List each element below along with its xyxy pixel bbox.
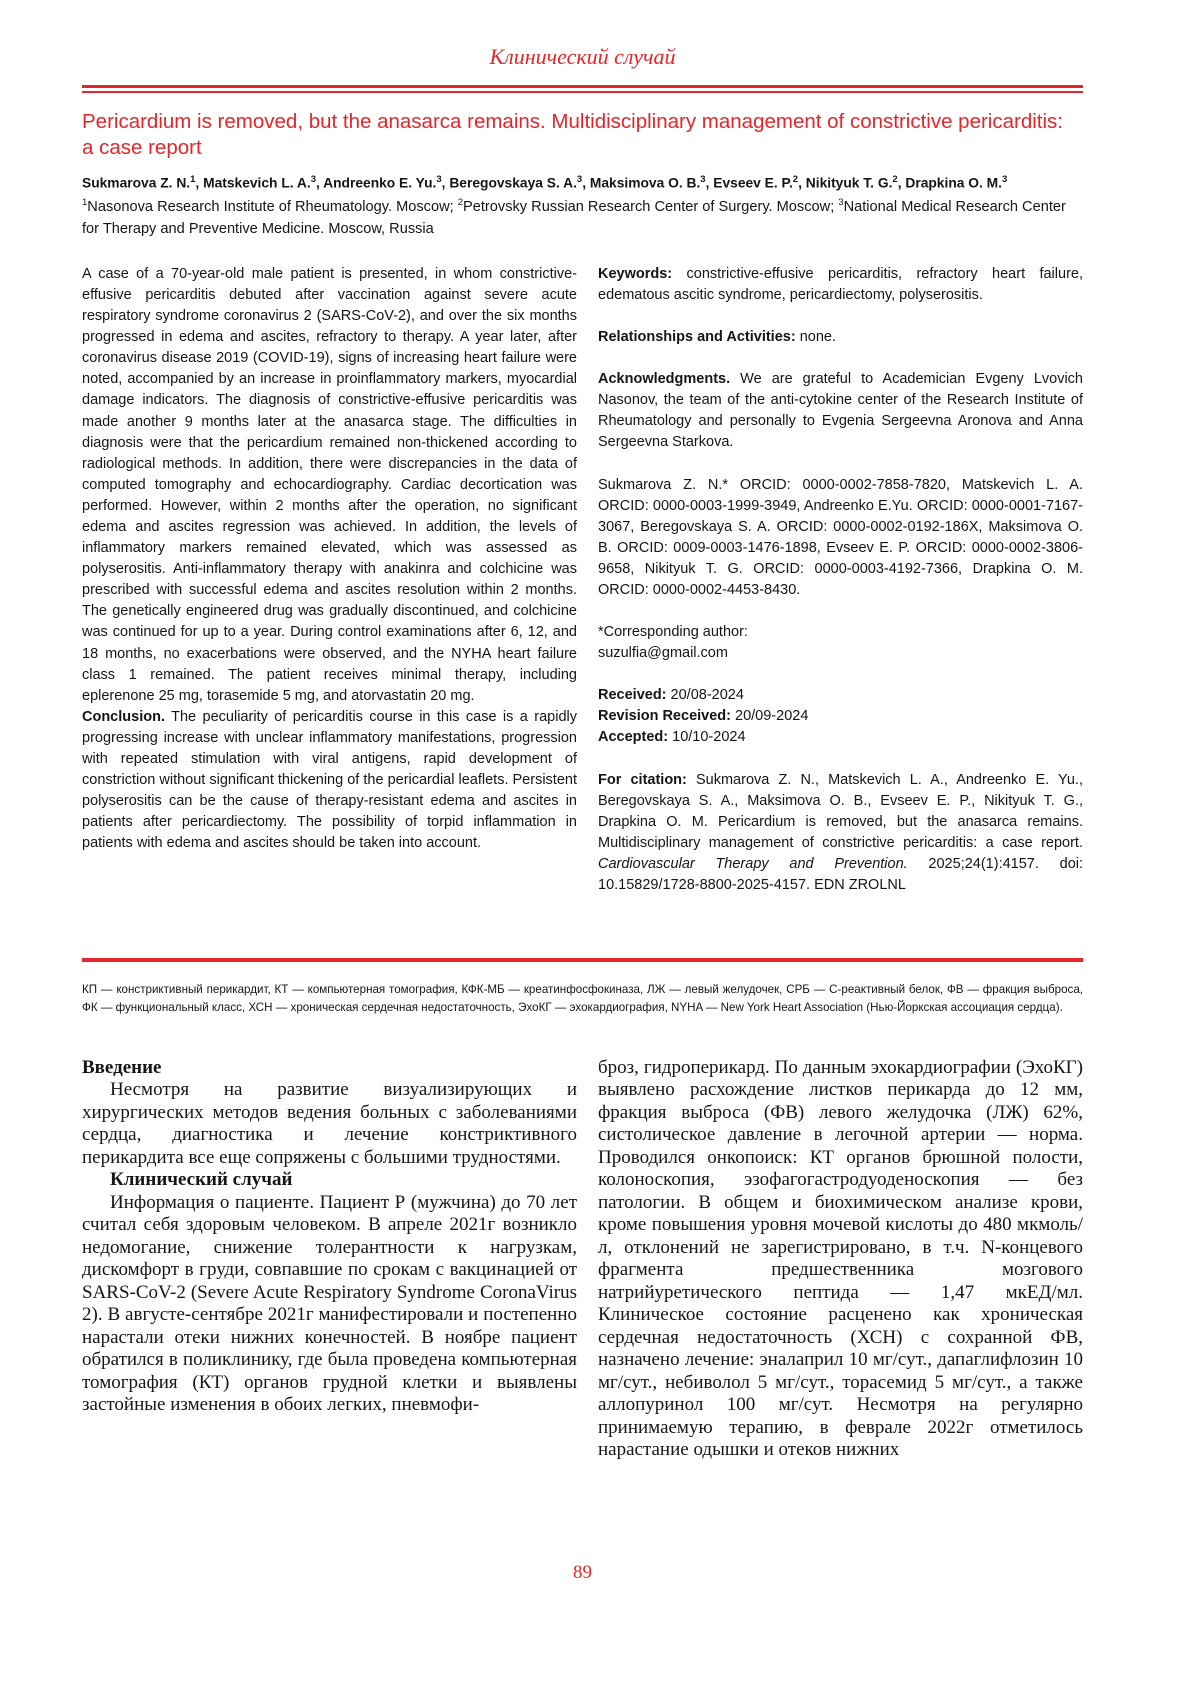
header-double-rule [82,85,1083,93]
introduction-heading: Введение [82,1056,162,1078]
keywords-paragraph [598,264,1083,306]
running-title: Клинический случай [489,44,676,69]
citation-doi-text: 2025;24(1):4157. doi: 10.15829/1728-8800-2025-4157. EDN ZROLNL [598,855,1084,894]
case-paragraph-right: броз, гидроперикард. По данным эхокардиографии (ЭхоКГ) выявлено расхождение листков перикарда до 12 мм, фракция выброса (ФВ) левого желудочка (ЛЖ) 62%, систолическое давление в легочной артерии — норма. Проводился онкопоиск: КТ органов брюшной полости, колоноскопия, эзофагогастродуоденоскопия — без патологии. В общем и биохимическом анализе крови, кроме повышения уровня мочевой кислоты до 480 мкмоль/л, отклонений не зарегистрировано, в т.ч. N-концевого фрагмента предшественника мозгового натрийуретического пептида — 1,47 мкЕД/мл. Клиническое состояние расценено как хроническая сердечная недостаточность (ХСН) с сохранной ФВ, назначено лечение: эналаприл 10 мг/сут., дапаглифлозин 10 мг/сут., небиволол 5 мг/сут., торасемид 5 мг/сут., а также аллопуринол 100 мг/сут. Несмотря на регулярно принимаемую терапию, в феврале 2022г отметилось нарастание одышки и отеков нижних [598,1056,1083,1461]
article-title: Pericardium is removed, but the anasarca remains. Multidisciplinary management of constrictive pericarditis: a case report [82,110,1063,159]
body-left-column [82,1057,577,1462]
dates-block [598,685,1083,748]
orcid-paragraph: Sukmarova Z. N.* ORCID: 0000-0002-7858-7820, Matskevich L. A. ORCID: 0000-0003-1999-3949, Andreenko E.Yu. ORCID: 0000-0001-7167-3067, Beregovskaya S. A. ORCID: 0000-0002-0192-186X, Maksimova O. B. ORCID: 0009-0003-1476-1898, Evseev E. P. ORCID: 0000-0002-3806-9658, Nikityuk T. G. ORCID: 0000-0003-4192-7366, Drapkina O. M. ORCID: 0000-0002-4453-8430. [598,476,1083,599]
keywords-text: constrictive-effusive pericarditis, refractory heart failure, edematous ascitic syndrome, pericardiectomy, polyserositis. [598,265,1083,303]
article-body [82,1057,1083,1462]
introduction-paragraph: Несмотря на развитие визуализирующих и хирургических методов ведения больных с заболеваниями сердца, диагностика и лечение констриктивного перикардита все еще сопряжены с большими трудностями. [82,1079,577,1168]
revision-received-row [598,706,1083,727]
relationships-text: none. [795,329,836,346]
revision-received-label: Revision Received: [598,708,731,725]
acknowledgments-text: We are grateful to Academician Evgeny Lvovich Nasonov, the team of the anti-cytokine center of the Research Institute of Rheumatology and personally to Evgenia Sergeevna Aronova and Anna Sergeevna Starkova. [598,371,1083,451]
conclusion-text: The peculiarity of pericarditis course in this case is a rapidly progressing increase with unclear inflammatory manifestations, progression with repeated stimulation with viral antigens, rapid development of constriction without significant thickening of the pericardial leaflets. Persistent polyserositis can be the cause of therapy-resistant edema and ascites in patients after pericardiectomy. The possibility of torpid inflammation in patients with edema and ascites should be taken into account. [82,708,577,852]
case-paragraph-left: Информация о пациенте. Пациент Р (мужчина) до 70 лет считал себя здоровым человеком. В апреле 2021г возникло недомогание, снижение толерантности к нагрузкам, дискомфорт в груди, совпавшие по срокам с вакцинацией от SARS-CoV-2 (Severe Acute Respiratory Syndrome CoronaVirus 2). В августе-сентябре 2021г манифестировали и постепенно нарастали отеки нижних конечностей. В ноябре пациент обратился в поликлинику, где была проведена компьютерная томография (КТ) органов грудной клетки и выявлены застойные изменения в обоих легких, пневмофи- [82,1191,577,1416]
citation-journal-name: Cardiovascular Therapy and Prevention. [598,855,908,872]
citation-paragraph [598,770,1083,897]
abstract-meta-column [598,264,1083,896]
authors-line: Sukmarova Z. N.$^1$, Matskevich L. A.$^3$, Andreenko E. Yu.$^3$, Beregovskaya S. A.$^3$, Maksimova O. B.$^3$, Evseev E. P.$^2$, Nikityuk T. G.$^2$, Drapkina O. M.$^3$ [82,173,1008,191]
acknowledgments-label: Acknowledgments. [598,371,731,388]
abbreviations-rule [82,958,1083,962]
corresponding-author-label: *Corresponding author: [598,624,748,641]
received-row [598,685,1083,706]
keywords-label: Keywords: [598,265,673,282]
corresponding-author-email: suzulfia@gmail.com [598,645,728,662]
body-right-column [598,1057,1083,1462]
corresponding-author-block [598,622,1083,664]
relationships-label: Relationships and Activities: [598,329,796,346]
accepted-label: Accepted: [598,729,669,746]
received-label: Received: [598,687,667,704]
clinical-case-heading: Клинический случай [110,1169,293,1191]
accepted-row [598,727,1083,748]
abstract-section [82,264,1083,896]
conclusion-label: Conclusion. [82,708,165,725]
conclusion-paragraph [82,707,577,855]
affiliations-line: $^1$Nasonova Research Institute of Rheumatology. Moscow; $^2$Petrovsky Russian Research Center of Surgery. Moscow; $^3$National Medical Research Center for Therapy and Preventive Medicine. Moscow, Russia [82,197,1066,237]
abstract-text: A case of a 70-year-old male patient is presented, in whom constrictive-effusive pericarditis debuted after vaccination against severe acute respiratory syndrome coronavirus 2 (SARS-CoV-2), and over the six months progressed in edema and ascites, refractory to therapy. A year later, after coronavirus disease 2019 (COVID-19), signs of increasing heart failure were noted, accompanied by an increase in proinflammatory markers, myocardial damage indicators. The diagnosis of constrictive-effusive pericarditis was made another 9 months later at the anasarca stage. The difficulties in diagnosis were that the pericardium remained non-thickened according to radiological methods. In addition, there were discrepancies in the data of computed tomography and echocardiography. Cardiac decortication was performed. However, within 2 months after the operation, no significant edema and ascites regression was achieved. In addition, the levels of inflammatory markers remained elevated, which was assessed as polyserositis. Anti-inflammatory therapy with anakinra and colchicine was prescribed with successful edema and ascites resolution within 2 months. The genetically engineered drug was gradually discontinued, and colchicine was continued for up to a year. During control examinations after 6, 12, and 18 months, no exacerbations were observed, and the NYHA heart failure class 1 remained. The patient receives minimal therapy, including eplerenone 25 mg, torasemide 5 mg, and atorvastatin 20 mg. [82,265,577,704]
abstract-english-column [82,264,577,896]
citation-text: Sukmarova Z. N., Matskevich L. A., Andreenko E. Yu., Beregovskaya S. A., Maksimova O. B., Evseev E. P., Nikityuk T. G., Drapkina O. M. Pericardium is removed, but the anasarca remains. Multidisciplinary management of constrictive pericarditis: a case report. [598,771,1083,851]
page-number: 89 [573,1562,592,1583]
abstract-paragraph [82,264,577,707]
received-value: 20/08-2024 [666,687,744,704]
citation-label: For citation: [598,771,687,788]
acknowledgments-paragraph [598,369,1083,453]
relationships-paragraph [598,327,1083,348]
abbreviations-note: КП — констриктивный перикардит, КТ — компьютерная томография, КФК-МБ — креатинфосфокиназа, ЛЖ — левый желудочек, СРБ — С-реактивный белок, ФВ — фракция выброса, ФК — функциональный класс, ХСН — хроническая сердечная недостаточность, ЭхоКГ — эхокардиография, NYHA — New York Heart Association (Нью-Йоркская ассоциация сердца). [82,982,1083,1014]
revision-received-value: 20/09-2024 [730,708,809,725]
accepted-value: 10/10-2024 [668,729,746,746]
